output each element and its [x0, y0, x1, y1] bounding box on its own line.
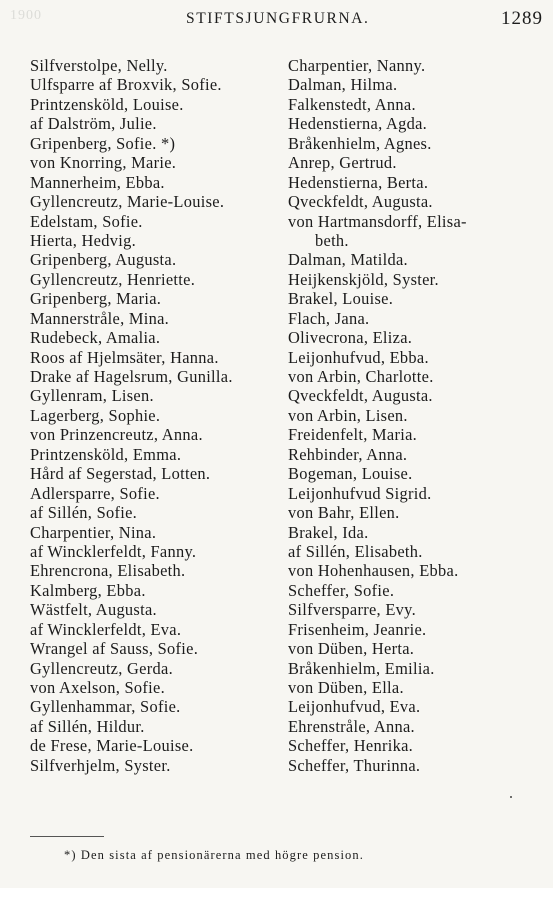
- name-entry: af Sillén, Elisabeth.: [288, 541, 423, 561]
- name-entry: af Sillén, Hildur.: [30, 716, 145, 736]
- name-entry: af Wincklerfeldt, Fanny.: [30, 541, 197, 561]
- name-entry: von Hartmansdorff, Elisa-: [288, 211, 467, 231]
- right-name-column: [288, 56, 546, 775]
- name-entry: Silfverhjelm, Syster.: [30, 755, 171, 775]
- name-entry: Mannerstråle, Mina.: [30, 308, 170, 328]
- name-entry: de Frese, Marie-Louise.: [30, 736, 194, 756]
- name-entry: Rehbinder, Anna.: [288, 444, 408, 464]
- name-entry: Bogeman, Louise.: [288, 464, 413, 484]
- footnote-rule: [30, 836, 104, 837]
- name-entry: von Düben, Ella.: [288, 678, 404, 697]
- name-entry: af Dalström, Julie.: [30, 114, 157, 134]
- name-entry: Olivecrona, Eliza.: [288, 328, 413, 348]
- name-entry: Bråkenhielm, Emilia.: [288, 658, 435, 678]
- name-entry: von Hohenhausen, Ebba.: [288, 561, 459, 581]
- name-entry: von Arbin, Charlotte.: [288, 367, 434, 386]
- name-entry: Ehrencrona, Elisabeth.: [30, 561, 186, 581]
- name-entry: af Sillén, Sofie.: [30, 503, 138, 523]
- name-entry: Adlersparre, Sofie.: [30, 483, 160, 503]
- running-title: STIFTSJUNGFRURNA.: [186, 10, 370, 27]
- left-name-column: [30, 56, 280, 775]
- name-entry: Mannerheim, Ebba.: [30, 172, 165, 192]
- name-entry: Charpentier, Nanny.: [288, 56, 426, 75]
- name-entry: Gripenberg, Maria.: [30, 289, 162, 309]
- name-entry: Dalman, Hilma.: [288, 75, 398, 95]
- name-entry: Leijonhufvud, Ebba.: [288, 347, 429, 367]
- name-entry: Heijkenskjöld, Syster.: [288, 269, 439, 289]
- name-entry: Ulfsparre af Broxvik, Sofie.: [30, 75, 222, 95]
- name-entry: Hedenstierna, Berta.: [288, 172, 429, 192]
- name-entry: Gripenberg, Augusta.: [30, 250, 177, 270]
- name-entry: Wrangel af Sauss, Sofie.: [30, 639, 199, 659]
- name-entry: Leijonhufvud, Eva.: [288, 697, 421, 717]
- name-entry: Gripenberg, Sofie. *): [30, 133, 176, 153]
- name-entry: von Axelson, Sofie.: [30, 678, 165, 697]
- name-entry: Silfversparre, Evy.: [288, 600, 416, 620]
- name-entry: Brakel, Louise.: [288, 289, 394, 309]
- name-entry: Flach, Jana.: [288, 308, 370, 328]
- page-header: [0, 4, 553, 34]
- name-entry: Rudebeck, Amalia.: [30, 328, 161, 348]
- name-entry: Dalman, Matilda.: [288, 250, 408, 270]
- name-entry: Silfverstolpe, Nelly.: [30, 56, 168, 75]
- name-entry: von Arbin, Lisen.: [288, 405, 408, 425]
- name-entry: Gyllencreutz, Henriette.: [30, 269, 196, 289]
- name-entry: Hedenstierna, Agda.: [288, 114, 428, 134]
- name-entry: beth.: [315, 230, 349, 250]
- name-entry: Bråkenhielm, Agnes.: [288, 133, 432, 153]
- name-entry: Hierta, Hedvig.: [30, 230, 136, 250]
- name-entry: Gyllenhammar, Sofie.: [30, 697, 181, 717]
- name-entry: von Prinzencreutz, Anna.: [30, 425, 203, 445]
- name-entry: Hård af Segerstad, Lotten.: [30, 464, 211, 484]
- name-entry: Leijonhufvud Sigrid.: [288, 483, 432, 503]
- name-entry: Qveckfeldt, Augusta.: [288, 386, 433, 406]
- name-entry: von Bahr, Ellen.: [288, 503, 400, 523]
- name-entry: Gyllenram, Lisen.: [30, 386, 154, 406]
- name-entry: af Wincklerfeldt, Eva.: [30, 619, 182, 639]
- name-entry: Lagerberg, Sophie.: [30, 405, 161, 425]
- page-number: 1289: [501, 8, 543, 29]
- name-entry: Frisenheim, Jeanrie.: [288, 619, 427, 639]
- name-entry: Gyllencreutz, Marie-Louise.: [30, 192, 225, 212]
- name-entry: Scheffer, Thurinna.: [288, 755, 421, 775]
- name-entry: Charpentier, Nina.: [30, 522, 157, 542]
- name-entry: von Düben, Herta.: [288, 639, 415, 659]
- name-entry: Scheffer, Sofie.: [288, 580, 395, 600]
- name-entry: Brakel, Ida.: [288, 522, 369, 542]
- name-entry: Scheffer, Henrika.: [288, 736, 414, 756]
- name-entry: Drake af Hagelsrum, Gunilla.: [30, 367, 233, 386]
- footnote: *) Den sista af pensionärerna med högre pension.: [64, 848, 364, 862]
- name-entry: Falkenstedt, Anna.: [288, 94, 416, 114]
- name-entry: von Knorring, Marie.: [30, 153, 177, 173]
- name-entry: Anrep, Gertrud.: [288, 153, 397, 173]
- name-entry: Freidenfelt, Maria.: [288, 425, 418, 445]
- name-entry: Wästfelt, Augusta.: [30, 600, 157, 620]
- name-entry: Printzensköld, Emma.: [30, 444, 182, 464]
- name-entry: Kalmberg, Ebba.: [30, 580, 146, 600]
- name-entry: Roos af Hjelmsäter, Hanna.: [30, 347, 219, 367]
- print-speck: [510, 796, 512, 798]
- name-entry: Qveckfeldt, Augusta.: [288, 192, 433, 212]
- name-entry: Gyllencreutz, Gerda.: [30, 658, 173, 678]
- name-entry: Edelstam, Sofie.: [30, 211, 143, 231]
- name-entry: Ehrenstråle, Anna.: [288, 716, 415, 736]
- faded-page-mark: 1900: [10, 8, 42, 23]
- name-entry: Printzensköld, Louise.: [30, 94, 184, 114]
